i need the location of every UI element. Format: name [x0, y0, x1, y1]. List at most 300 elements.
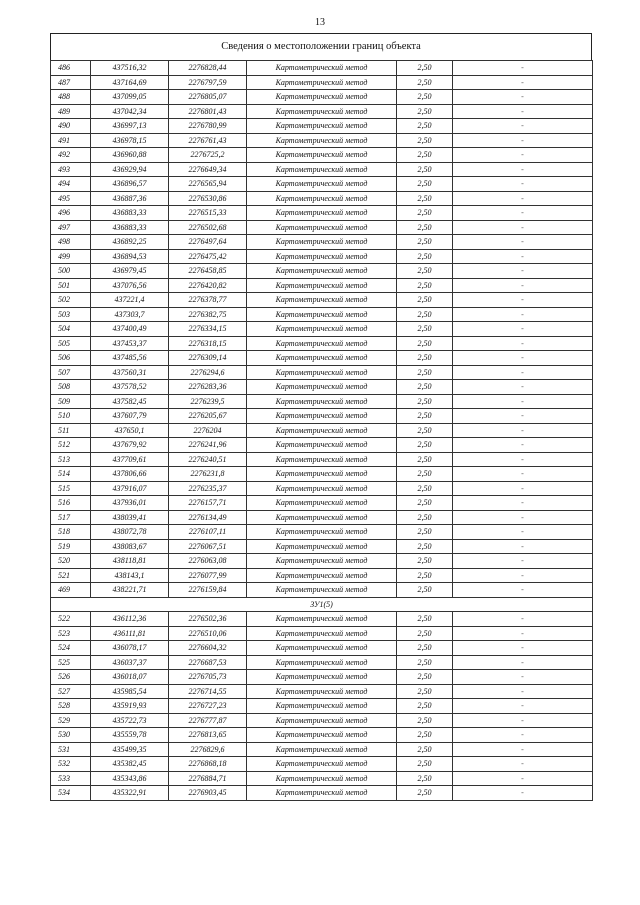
- coord-y-cell: 2276777,87: [169, 713, 247, 728]
- accuracy-cell: 2,50: [397, 104, 453, 119]
- coord-x-cell: 435722,73: [91, 713, 169, 728]
- coord-x-cell: 437076,56: [91, 278, 169, 293]
- coord-x-cell: 437916,07: [91, 481, 169, 496]
- table-row: [51, 162, 593, 177]
- boundary-table: [50, 60, 593, 801]
- coord-y-cell: 2276157,71: [169, 496, 247, 511]
- method-cell: Картометрический метод: [247, 293, 397, 308]
- note-cell: -: [453, 554, 593, 569]
- point-number-cell: 486: [51, 61, 91, 76]
- coord-x-cell: 436037,37: [91, 655, 169, 670]
- coord-y-cell: 2276240,51: [169, 452, 247, 467]
- coord-x-cell: 435919,93: [91, 699, 169, 714]
- accuracy-cell: 2,50: [397, 90, 453, 105]
- note-cell: -: [453, 75, 593, 90]
- accuracy-cell: 2,50: [397, 641, 453, 656]
- point-number-cell: 515: [51, 481, 91, 496]
- coord-x-cell: 437485,56: [91, 351, 169, 366]
- method-cell: Картометрический метод: [247, 162, 397, 177]
- coord-y-cell: 2276801,43: [169, 104, 247, 119]
- point-number-cell: 526: [51, 670, 91, 685]
- accuracy-cell: 2,50: [397, 322, 453, 337]
- note-cell: -: [453, 409, 593, 424]
- coord-y-cell: 2276239,5: [169, 394, 247, 409]
- method-cell: Картометрический метод: [247, 235, 397, 250]
- point-number-cell: 520: [51, 554, 91, 569]
- coord-y-cell: 2276705,73: [169, 670, 247, 685]
- accuracy-cell: 2,50: [397, 206, 453, 221]
- coord-y-cell: 2276067,51: [169, 539, 247, 554]
- note-cell: -: [453, 510, 593, 525]
- note-cell: -: [453, 162, 593, 177]
- coord-y-cell: 2276382,75: [169, 307, 247, 322]
- accuracy-cell: 2,50: [397, 467, 453, 482]
- table-row: [51, 423, 593, 438]
- point-number-cell: 512: [51, 438, 91, 453]
- coord-x-cell: 437582,45: [91, 394, 169, 409]
- method-cell: Картометрический метод: [247, 742, 397, 757]
- point-number-cell: 501: [51, 278, 91, 293]
- coord-y-cell: 2276241,96: [169, 438, 247, 453]
- accuracy-cell: 2,50: [397, 713, 453, 728]
- note-cell: -: [453, 380, 593, 395]
- point-number-cell: 528: [51, 699, 91, 714]
- accuracy-cell: 2,50: [397, 278, 453, 293]
- coord-x-cell: 436894,53: [91, 249, 169, 264]
- point-number-cell: 500: [51, 264, 91, 279]
- note-cell: -: [453, 220, 593, 235]
- method-cell: Картометрический метод: [247, 177, 397, 192]
- note-cell: -: [453, 699, 593, 714]
- note-cell: -: [453, 481, 593, 496]
- point-number-cell: 514: [51, 467, 91, 482]
- coord-x-cell: 437303,7: [91, 307, 169, 322]
- coord-y-cell: 2276231,8: [169, 467, 247, 482]
- coord-y-cell: 2276294,6: [169, 365, 247, 380]
- coord-y-cell: 2276687,53: [169, 655, 247, 670]
- note-cell: -: [453, 264, 593, 279]
- coord-y-cell: 2276502,68: [169, 220, 247, 235]
- method-cell: Картометрический метод: [247, 771, 397, 786]
- coord-y-cell: 2276134,49: [169, 510, 247, 525]
- method-cell: Картометрический метод: [247, 539, 397, 554]
- accuracy-cell: 2,50: [397, 119, 453, 134]
- coord-y-cell: 2276780,99: [169, 119, 247, 134]
- method-cell: Картометрический метод: [247, 728, 397, 743]
- method-cell: Картометрический метод: [247, 670, 397, 685]
- table-row: [51, 481, 593, 496]
- coord-y-cell: 2276565,94: [169, 177, 247, 192]
- coord-x-cell: 436018,07: [91, 670, 169, 685]
- coord-x-cell: 437400,49: [91, 322, 169, 337]
- accuracy-cell: 2,50: [397, 293, 453, 308]
- coord-y-cell: 2276318,15: [169, 336, 247, 351]
- table-row: [51, 104, 593, 119]
- note-cell: -: [453, 612, 593, 627]
- point-number-cell: 508: [51, 380, 91, 395]
- method-cell: Картометрический метод: [247, 496, 397, 511]
- section-header-row: [51, 597, 593, 612]
- coord-x-cell: 436112,36: [91, 612, 169, 627]
- coord-y-cell: 2276077,99: [169, 568, 247, 583]
- note-cell: -: [453, 728, 593, 743]
- coord-y-cell: 2276828,44: [169, 61, 247, 76]
- point-number-cell: 493: [51, 162, 91, 177]
- note-cell: -: [453, 423, 593, 438]
- method-cell: Картометрический метод: [247, 278, 397, 293]
- coord-y-cell: 2276797,59: [169, 75, 247, 90]
- coord-y-cell: 2276805,07: [169, 90, 247, 105]
- coord-x-cell: 436892,25: [91, 235, 169, 250]
- table-row: [51, 394, 593, 409]
- accuracy-cell: 2,50: [397, 191, 453, 206]
- accuracy-cell: 2,50: [397, 728, 453, 743]
- method-cell: Картометрический метод: [247, 554, 397, 569]
- coord-y-cell: 2276283,36: [169, 380, 247, 395]
- method-cell: Картометрический метод: [247, 351, 397, 366]
- accuracy-cell: 2,50: [397, 554, 453, 569]
- point-number-cell: 525: [51, 655, 91, 670]
- method-cell: Картометрический метод: [247, 423, 397, 438]
- coord-y-cell: 2276502,36: [169, 612, 247, 627]
- coord-x-cell: 437099,05: [91, 90, 169, 105]
- table-row: [51, 539, 593, 554]
- table-row: [51, 670, 593, 685]
- accuracy-cell: 2,50: [397, 655, 453, 670]
- coord-y-cell: 2276510,06: [169, 626, 247, 641]
- point-number-cell: 523: [51, 626, 91, 641]
- coord-y-cell: 2276420,82: [169, 278, 247, 293]
- coord-y-cell: 2276458,85: [169, 264, 247, 279]
- point-number-cell: 504: [51, 322, 91, 337]
- point-number-cell: 495: [51, 191, 91, 206]
- table-row: [51, 409, 593, 424]
- note-cell: -: [453, 786, 593, 801]
- coord-x-cell: 437560,31: [91, 365, 169, 380]
- coord-x-cell: 436979,45: [91, 264, 169, 279]
- accuracy-cell: 2,50: [397, 786, 453, 801]
- section-label: ЗУ1(5): [51, 597, 593, 612]
- table-title: Сведения о местоположении границ объекта: [50, 33, 592, 60]
- table-row: [51, 249, 593, 264]
- method-cell: Картометрический метод: [247, 380, 397, 395]
- page-number: 13: [315, 17, 325, 28]
- point-number-cell: 488: [51, 90, 91, 105]
- method-cell: Картометрический метод: [247, 481, 397, 496]
- note-cell: -: [453, 61, 593, 76]
- coord-x-cell: 437806,66: [91, 467, 169, 482]
- coord-x-cell: 437516,32: [91, 61, 169, 76]
- point-number-cell: 524: [51, 641, 91, 656]
- coord-x-cell: 437164,69: [91, 75, 169, 90]
- note-cell: -: [453, 655, 593, 670]
- coord-x-cell: 435343,86: [91, 771, 169, 786]
- table-row: [51, 336, 593, 351]
- note-cell: -: [453, 684, 593, 699]
- point-number-cell: 496: [51, 206, 91, 221]
- method-cell: Картометрический метод: [247, 568, 397, 583]
- note-cell: -: [453, 322, 593, 337]
- accuracy-cell: 2,50: [397, 742, 453, 757]
- method-cell: Картометрический метод: [247, 249, 397, 264]
- point-number-cell: 489: [51, 104, 91, 119]
- coord-x-cell: 438039,41: [91, 510, 169, 525]
- accuracy-cell: 2,50: [397, 771, 453, 786]
- table-row: [51, 786, 593, 801]
- accuracy-cell: 2,50: [397, 307, 453, 322]
- note-cell: -: [453, 235, 593, 250]
- point-number-cell: 491: [51, 133, 91, 148]
- coord-x-cell: 436078,17: [91, 641, 169, 656]
- coord-x-cell: 437042,34: [91, 104, 169, 119]
- accuracy-cell: 2,50: [397, 249, 453, 264]
- method-cell: Картометрический метод: [247, 90, 397, 105]
- method-cell: Картометрический метод: [247, 713, 397, 728]
- method-cell: Картометрический метод: [247, 365, 397, 380]
- method-cell: Картометрический метод: [247, 510, 397, 525]
- accuracy-cell: 2,50: [397, 394, 453, 409]
- table-row: [51, 90, 593, 105]
- coord-x-cell: 437936,01: [91, 496, 169, 511]
- method-cell: Картометрический метод: [247, 626, 397, 641]
- method-cell: Картометрический метод: [247, 583, 397, 598]
- point-number-cell: 522: [51, 612, 91, 627]
- accuracy-cell: 2,50: [397, 351, 453, 366]
- coord-y-cell: 2276761,43: [169, 133, 247, 148]
- accuracy-cell: 2,50: [397, 380, 453, 395]
- accuracy-cell: 2,50: [397, 438, 453, 453]
- coord-x-cell: 436997,13: [91, 119, 169, 134]
- note-cell: -: [453, 90, 593, 105]
- coord-y-cell: 2276813,65: [169, 728, 247, 743]
- coord-x-cell: 435559,78: [91, 728, 169, 743]
- point-number-cell: 516: [51, 496, 91, 511]
- coord-x-cell: 437679,92: [91, 438, 169, 453]
- note-cell: -: [453, 713, 593, 728]
- coord-y-cell: 2276475,42: [169, 249, 247, 264]
- method-cell: Картометрический метод: [247, 61, 397, 76]
- point-number-cell: 530: [51, 728, 91, 743]
- point-number-cell: 497: [51, 220, 91, 235]
- boundary-table-container: [50, 33, 592, 801]
- coord-y-cell: 2276604,32: [169, 641, 247, 656]
- coord-x-cell: 436883,33: [91, 220, 169, 235]
- point-number-cell: 509: [51, 394, 91, 409]
- table-row: [51, 626, 593, 641]
- point-number-cell: 505: [51, 336, 91, 351]
- coord-y-cell: 2276378,77: [169, 293, 247, 308]
- point-number-cell: 506: [51, 351, 91, 366]
- note-cell: -: [453, 394, 593, 409]
- note-cell: -: [453, 626, 593, 641]
- coord-x-cell: 438118,81: [91, 554, 169, 569]
- table-row: [51, 235, 593, 250]
- method-cell: Картометрический метод: [247, 75, 397, 90]
- point-number-cell: 533: [51, 771, 91, 786]
- coord-y-cell: 2276063,08: [169, 554, 247, 569]
- note-cell: -: [453, 104, 593, 119]
- method-cell: Картометрический метод: [247, 525, 397, 540]
- method-cell: Картометрический метод: [247, 336, 397, 351]
- table-row: [51, 641, 593, 656]
- accuracy-cell: 2,50: [397, 423, 453, 438]
- accuracy-cell: 2,50: [397, 626, 453, 641]
- table-row: [51, 133, 593, 148]
- method-cell: Картометрический метод: [247, 409, 397, 424]
- accuracy-cell: 2,50: [397, 133, 453, 148]
- table-row: [51, 742, 593, 757]
- point-number-cell: 494: [51, 177, 91, 192]
- coord-x-cell: 437221,4: [91, 293, 169, 308]
- method-cell: Картометрический метод: [247, 438, 397, 453]
- accuracy-cell: 2,50: [397, 684, 453, 699]
- note-cell: -: [453, 119, 593, 134]
- table-row: [51, 771, 593, 786]
- table-row: [51, 438, 593, 453]
- coord-y-cell: 2276309,14: [169, 351, 247, 366]
- point-number-cell: 487: [51, 75, 91, 90]
- coord-x-cell: 438143,1: [91, 568, 169, 583]
- method-cell: Картометрический метод: [247, 148, 397, 163]
- point-number-cell: 518: [51, 525, 91, 540]
- point-number-cell: 511: [51, 423, 91, 438]
- coord-y-cell: 2276727,23: [169, 699, 247, 714]
- accuracy-cell: 2,50: [397, 365, 453, 380]
- table-row: [51, 510, 593, 525]
- table-row: [51, 177, 593, 192]
- coord-y-cell: 2276334,15: [169, 322, 247, 337]
- method-cell: Картометрический метод: [247, 612, 397, 627]
- note-cell: -: [453, 365, 593, 380]
- note-cell: -: [453, 742, 593, 757]
- point-number-cell: 507: [51, 365, 91, 380]
- coord-x-cell: 437650,1: [91, 423, 169, 438]
- accuracy-cell: 2,50: [397, 220, 453, 235]
- point-number-cell: 531: [51, 742, 91, 757]
- accuracy-cell: 2,50: [397, 757, 453, 772]
- coord-y-cell: 2276205,67: [169, 409, 247, 424]
- coord-y-cell: 2276204: [169, 423, 247, 438]
- table-row: [51, 365, 593, 380]
- method-cell: Картометрический метод: [247, 264, 397, 279]
- method-cell: Картометрический метод: [247, 322, 397, 337]
- table-row: [51, 713, 593, 728]
- method-cell: Картометрический метод: [247, 452, 397, 467]
- note-cell: -: [453, 177, 593, 192]
- table-row: [51, 119, 593, 134]
- coord-x-cell: 437453,37: [91, 336, 169, 351]
- note-cell: -: [453, 539, 593, 554]
- accuracy-cell: 2,50: [397, 510, 453, 525]
- table-row: [51, 293, 593, 308]
- note-cell: -: [453, 293, 593, 308]
- note-cell: -: [453, 467, 593, 482]
- table-row: [51, 264, 593, 279]
- point-number-cell: 498: [51, 235, 91, 250]
- coord-y-cell: 2276235,37: [169, 481, 247, 496]
- method-cell: Картометрический метод: [247, 104, 397, 119]
- method-cell: Картометрический метод: [247, 191, 397, 206]
- table-row: [51, 655, 593, 670]
- coord-x-cell: 438221,71: [91, 583, 169, 598]
- table-row: [51, 554, 593, 569]
- accuracy-cell: 2,50: [397, 481, 453, 496]
- coord-y-cell: 2276725,2: [169, 148, 247, 163]
- coord-x-cell: 437578,52: [91, 380, 169, 395]
- coord-x-cell: 436929,94: [91, 162, 169, 177]
- coord-x-cell: 436887,36: [91, 191, 169, 206]
- table-row: [51, 75, 593, 90]
- method-cell: Картометрический метод: [247, 699, 397, 714]
- point-number-cell: 527: [51, 684, 91, 699]
- table-row: [51, 699, 593, 714]
- note-cell: -: [453, 525, 593, 540]
- point-number-cell: 532: [51, 757, 91, 772]
- point-number-cell: 529: [51, 713, 91, 728]
- coord-y-cell: 2276530,86: [169, 191, 247, 206]
- coord-x-cell: 437709,61: [91, 452, 169, 467]
- coord-y-cell: 2276107,11: [169, 525, 247, 540]
- table-row: [51, 206, 593, 221]
- table-row: [51, 525, 593, 540]
- coord-x-cell: 438072,78: [91, 525, 169, 540]
- accuracy-cell: 2,50: [397, 264, 453, 279]
- coord-x-cell: 436883,33: [91, 206, 169, 221]
- coord-y-cell: 2276714,55: [169, 684, 247, 699]
- method-cell: Картометрический метод: [247, 757, 397, 772]
- note-cell: -: [453, 452, 593, 467]
- method-cell: Картометрический метод: [247, 684, 397, 699]
- method-cell: Картометрический метод: [247, 467, 397, 482]
- note-cell: -: [453, 278, 593, 293]
- coord-y-cell: 2276159,84: [169, 583, 247, 598]
- accuracy-cell: 2,50: [397, 583, 453, 598]
- accuracy-cell: 2,50: [397, 496, 453, 511]
- accuracy-cell: 2,50: [397, 452, 453, 467]
- point-number-cell: 513: [51, 452, 91, 467]
- method-cell: Картометрический метод: [247, 133, 397, 148]
- point-number-cell: 517: [51, 510, 91, 525]
- accuracy-cell: 2,50: [397, 148, 453, 163]
- table-row: [51, 728, 593, 743]
- table-row: [51, 684, 593, 699]
- coord-x-cell: 437607,79: [91, 409, 169, 424]
- table-row: [51, 583, 593, 598]
- accuracy-cell: 2,50: [397, 409, 453, 424]
- table-row: [51, 148, 593, 163]
- coord-y-cell: 2276884,71: [169, 771, 247, 786]
- table-row: [51, 61, 593, 76]
- table-row: [51, 351, 593, 366]
- table-row: [51, 452, 593, 467]
- note-cell: -: [453, 757, 593, 772]
- coord-x-cell: 435499,35: [91, 742, 169, 757]
- point-number-cell: 521: [51, 568, 91, 583]
- note-cell: -: [453, 496, 593, 511]
- note-cell: -: [453, 670, 593, 685]
- method-cell: Картометрический метод: [247, 206, 397, 221]
- table-row: [51, 568, 593, 583]
- accuracy-cell: 2,50: [397, 568, 453, 583]
- accuracy-cell: 2,50: [397, 162, 453, 177]
- accuracy-cell: 2,50: [397, 539, 453, 554]
- note-cell: -: [453, 307, 593, 322]
- note-cell: -: [453, 191, 593, 206]
- point-number-cell: 519: [51, 539, 91, 554]
- method-cell: Картометрический метод: [247, 641, 397, 656]
- note-cell: -: [453, 583, 593, 598]
- point-number-cell: 502: [51, 293, 91, 308]
